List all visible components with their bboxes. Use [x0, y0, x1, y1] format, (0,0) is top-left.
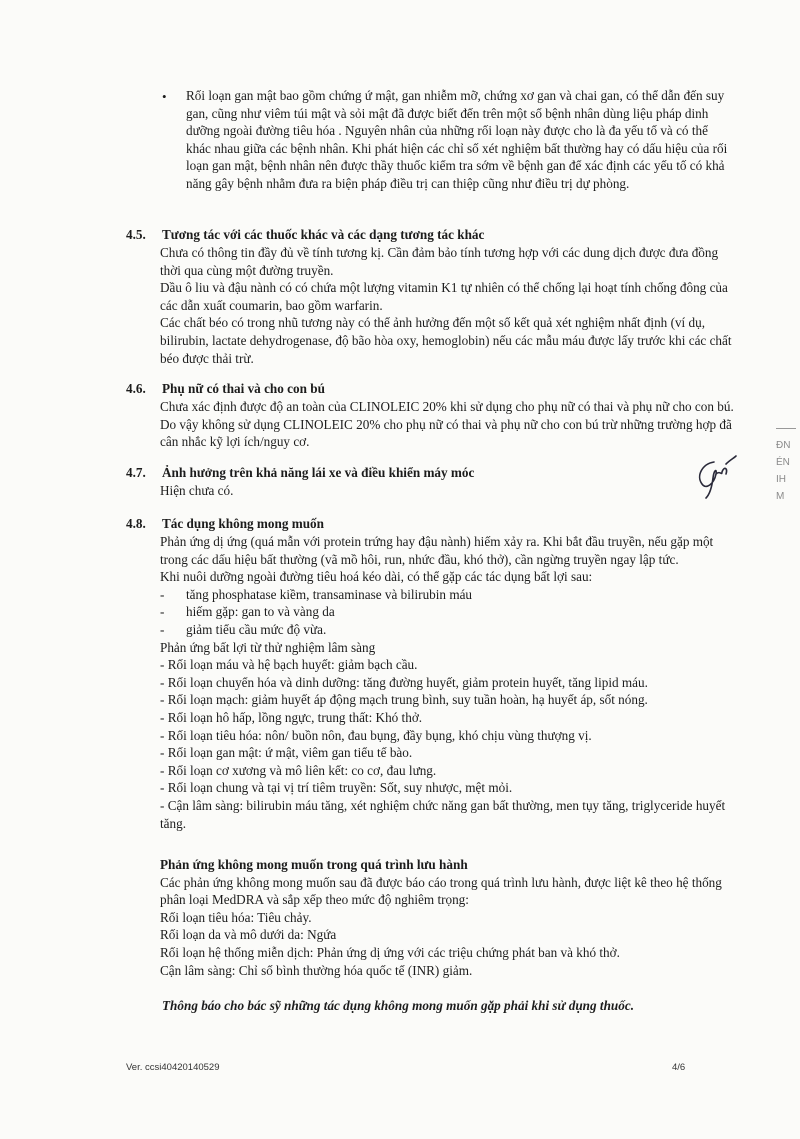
stamp-line [776, 428, 796, 437]
paragraph: Phản ứng bất lợi từ thử nghiệm lâm sàng [160, 639, 376, 655]
section-number-4-5: 4.5. [126, 227, 146, 242]
list-item: - Rối loạn gan mật: ứ mật, viêm gan tiểu tế bào. [160, 745, 413, 761]
section-body-4-6 [160, 398, 740, 451]
list-item: Rối loạn tiêu hóa: Tiêu chảy. [160, 909, 312, 925]
paragraph: Hiện chưa có. [160, 483, 234, 498]
intro-paragraph: Rối loạn gan mật bao gồm chứng ứ mật, gan nhiễm mỡ, chứng xơ gan và chai gan, có thể dẫn đến suy gan, cũng như viêm túi mật và sỏi mật đã được biết đến trên một số bệnh nhân dùng liệu pháp dinh dưỡng ngoài đường tiêu hóa . Nguyên nhân của những rối loạn này được cho là đa yếu tố và có thể khác nhau giữa các bệnh nhân. Khi phát hiện các chỉ số xét nghiệm bất thường hay có dấu hiệu của rối loạn gan mật, bệnh nhân nên được thầy thuốc kiểm tra sớm về bệnh gan để xác định các yếu tố có khả năng gây bệnh nhằm đưa ra biện pháp điều trị can thiệp cũng như điều trị dự phòng. [186, 88, 728, 191]
section-title-4-6: Phụ nữ có thai và cho con bú [162, 381, 325, 396]
paragraph: Chưa xác định được độ an toàn của CLINOLEIC 20% khi sử dụng cho phụ nữ có thai và phụ nữ cho con bú. Do vậy không sử dụng CLINOLEIC 20% cho phụ nữ có thai và phụ nữ cho con bú trừ những trường hợp đã cân nhắc kỹ lợi ích/nguy cơ. [160, 399, 734, 450]
list-item: - hiếm gặp: gan to và vàng da [160, 604, 335, 620]
paragraph: Các chất béo có trong nhũ tương này có thể ảnh hưởng đến một số kết quả xét nghiệm nhất định (ví dụ, bilirubin, lactate dehydrogenase, độ bão hòa oxy, hemoglobin) nếu các mẫu máu được lấy trước khi các chất béo được thải trừ. [160, 315, 732, 366]
section-number-4-6: 4.6. [126, 381, 146, 396]
list-item: - Rối loạn máu và hệ bạch huyết: giảm bạch cầu. [160, 657, 418, 673]
list-item: - Rối loạn chung và tại vị trí tiêm truyền: Sốt, suy nhược, mệt mỏi. [160, 780, 513, 796]
section-number-4-8: 4.8. [126, 516, 146, 531]
list-item: - Cận lâm sàng: bilirubin máu tăng, xét nghiệm chức năng gan bất thường, men tụy tăng, triglyceride huyết tăng. [160, 797, 726, 831]
list-item: - Rối loạn tiêu hóa: nôn/ buồn nôn, đau bụng, đầy bụng, khó chịu vùng thượng vị. [160, 727, 592, 743]
paragraph: Khi nuôi dưỡng ngoài đường tiêu hoá kéo dài, có thể gặp các tác dụng bất lợi sau: [160, 569, 593, 585]
paragraph: Phản ứng dị ứng (quá mẫn với protein trứng hay đậu nành) hiếm xảy ra. Khi bắt đầu truyền, nếu gặp một trong các dấu hiệu bất thường (vã mồ hôi, run, nhức đầu, khó thở), cần ngừng truyền ngay lập tức. [160, 534, 714, 567]
list-item: - Rối loạn mạch: giảm huyết áp động mạch trung bình, suy tuần hoàn, hạ huyết áp, sốt nóng. [160, 692, 648, 708]
list-item: Cận lâm sàng: Chỉ số bình thường hóa quốc tế (INR) giảm. [160, 962, 473, 978]
post-marketing-section [160, 856, 740, 979]
post-marketing-title: Phản ứng không mong muốn trong quá trình lưu hành [160, 857, 468, 872]
footer-version: Ver. ccsi40420140529 [126, 1062, 220, 1073]
stamp-fragment: ĐN ÉN IH M [776, 428, 796, 505]
signature-icon [692, 454, 738, 502]
section-title-4-7: Ảnh hưởng trên khả năng lái xe và điều khiển máy móc [162, 465, 475, 480]
list-item: Rối loạn hệ thống miễn dịch: Phản ứng dị ứng với các triệu chứng phát ban và khó thở. [160, 944, 620, 960]
list-item: - tăng phosphatase kiềm, transaminase và bilirubin máu [160, 586, 473, 602]
list-item: - Rối loạn chuyển hóa và dinh dưỡng: tăng đường huyết, giảm protein huyết, tăng lipid máu. [160, 674, 648, 690]
list-item: Rối loạn da và mô dưới da: Ngứa [160, 927, 337, 943]
section-title-4-5: Tương tác với các thuốc khác và các dạng tương tác khác [162, 227, 485, 242]
section-number-4-7: 4.7. [126, 465, 146, 480]
paragraph: Chưa có thông tin đầy đủ về tính tương kị. Cần đảm bảo tính tương hợp với các dung dịch được đưa đồng thời qua cùng một đường truyền. [160, 245, 719, 278]
list-item: - Rối loạn cơ xương và mô liên kết: co cơ, đau lưng. [160, 762, 437, 778]
section-title-4-8: Tác dụng không mong muốn [162, 516, 324, 531]
page-number: 4/6 [672, 1062, 686, 1073]
notice-text: Thông báo cho bác sỹ những tác dụng không mong muốn gặp phải khi sử dụng thuốc. [162, 998, 634, 1013]
bullet-marker: • [162, 89, 167, 104]
list-item: - giảm tiểu cầu mức độ vừa. [160, 621, 327, 637]
section-body-4-7 [160, 482, 740, 500]
list-item: - Rối loạn hô hấp, lồng ngực, trung thất: Khó thở. [160, 709, 423, 725]
paragraph: Các phản ứng không mong muốn sau đã được báo cáo trong quá trình lưu hành, được liệt kê theo hệ thống phân loại MedDRA và sắp xếp theo mức độ nghiêm trọng: [160, 874, 722, 908]
section-body-4-5 [160, 244, 740, 367]
section-body-4-8 [160, 533, 740, 832]
paragraph: Dầu ô liu và đậu nành có có chứa một lượng vitamin K1 tự nhiên có thể chống lại hoạt tính chống đông của các dẫn xuất coumarin, bao gồm warfarin. [160, 280, 728, 313]
